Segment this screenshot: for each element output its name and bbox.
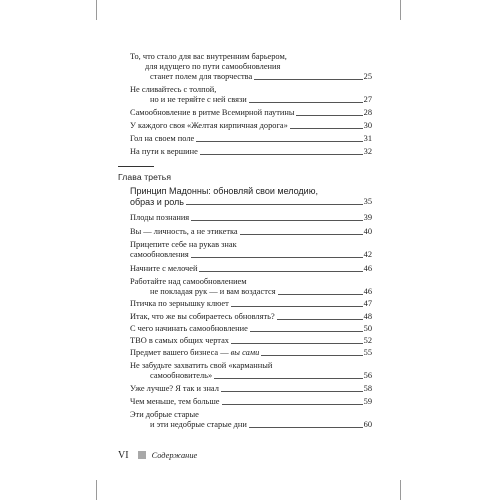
toc-entry-title: Гол на своем поле <box>130 134 195 143</box>
toc-entry-line: для идущего по пути самообновления <box>145 62 281 71</box>
toc-entry-title: Уже лучше? Я так и знал <box>130 384 219 393</box>
toc-page-number: 39 <box>363 213 372 222</box>
toc-entry-title: Предмет вашего бизнеса — вы сами <box>130 348 260 357</box>
toc-entry-title: Птичка по зернышку клюет <box>130 299 229 308</box>
chapter-label: Глава третья <box>118 172 172 182</box>
toc-entry-last-line <box>130 250 372 260</box>
toc-entry-last-line <box>130 121 372 131</box>
toc-entry-title: Чем меньше, тем больше <box>130 397 220 406</box>
toc-entry-line: Не забудьте захватить свой «карманный <box>130 361 273 370</box>
toc-leader <box>191 219 362 221</box>
toc-page-number: 42 <box>363 250 372 259</box>
toc-leader <box>278 293 363 295</box>
toc-entry-title: У каждого своя «Желтая кирпичная дорога» <box>130 121 288 130</box>
toc-entry-title: На пути к вершине <box>130 147 198 156</box>
toc-entry-last-line <box>150 287 372 297</box>
toc-entry-last-line <box>130 299 372 309</box>
page-folio: VI <box>118 449 129 461</box>
toc-leader <box>277 318 363 320</box>
toc-leader <box>222 403 363 405</box>
toc-entry-title: самообновления <box>130 250 189 259</box>
toc-entry-last-line <box>130 348 372 358</box>
toc-entry-last-line <box>130 108 372 118</box>
footer-section-title: Содержание <box>151 450 198 460</box>
toc-entry-title: самообновитель» <box>150 371 213 380</box>
toc-page-number: 55 <box>363 348 372 357</box>
toc-page-number: 59 <box>363 397 372 406</box>
toc-entry-last-line <box>130 324 372 334</box>
toc-entry-title: но и не теряйте с ней связи <box>150 95 247 104</box>
toc-entry-title: не покладая рук — и вам воздастся <box>150 287 276 296</box>
toc-leader <box>199 270 362 272</box>
toc-leader <box>231 305 363 307</box>
toc-page-number: 50 <box>363 324 372 333</box>
toc-page-number: 48 <box>363 312 372 321</box>
emphasis-text: вы сами <box>230 348 260 357</box>
page-footer <box>118 449 197 461</box>
toc-leader <box>296 114 362 116</box>
toc-entry-last-line <box>130 384 372 394</box>
toc-entry-last-line <box>150 95 372 105</box>
toc-leader <box>196 140 362 142</box>
toc-page-number: 52 <box>363 336 372 345</box>
toc-page-number: 27 <box>363 95 372 104</box>
footer-square-ornament <box>138 451 146 459</box>
toc-leader <box>231 342 363 344</box>
chapter-title-line: Принцип Мадонны: обновляй свои мелодию, <box>130 186 318 196</box>
toc-entry-last-line <box>130 134 372 144</box>
toc-page-number: 31 <box>363 134 372 143</box>
crop-mark-top-left <box>96 0 97 20</box>
toc-page-number: 58 <box>363 384 372 393</box>
toc-entry-title: ТВО в самых общих чертах <box>130 336 229 345</box>
toc-entry-title: Итак, что же вы собираетесь обновлять? <box>130 312 275 321</box>
toc-entry-title: станет полем для творчества <box>150 72 253 81</box>
toc-entry-line: Эти добрые старые <box>130 410 199 419</box>
toc-entry-last-line <box>130 397 372 407</box>
toc-entry-last-line <box>130 264 372 274</box>
toc-leader <box>240 233 363 235</box>
toc-entry-title: Вы — личность, а не этикетка <box>130 227 238 236</box>
toc-page-number: 25 <box>363 72 372 81</box>
toc-entry-title: Самообновление в ритме Всемирной паутины <box>130 108 295 117</box>
toc-leader <box>250 330 363 332</box>
toc-entry-line: Прицепите себе на рукав знак <box>130 240 237 249</box>
toc-entry-title: и эти недобрые старые дни <box>150 420 247 429</box>
toc-entry-title: С чего начинать самообновление <box>130 324 248 333</box>
toc-leader <box>254 78 362 80</box>
chapter-title-last-line <box>130 197 372 207</box>
toc-leader <box>191 256 363 258</box>
toc-page-number: 40 <box>363 227 372 236</box>
toc-leader <box>290 127 363 129</box>
toc-page-number: 32 <box>363 147 372 156</box>
toc-entry-title: Начните с мелочей <box>130 264 198 273</box>
toc-entry-line: Работайте над самообновлением <box>130 277 247 286</box>
toc-leader <box>214 377 362 379</box>
toc-entry-last-line <box>130 312 372 322</box>
toc-page-number: 28 <box>363 108 372 117</box>
toc-leader <box>186 203 363 205</box>
toc-page-number: 46 <box>363 264 372 273</box>
toc-entry-line: Не сливайтесь с толпой, <box>130 85 217 94</box>
toc-page-number: 30 <box>363 121 372 130</box>
toc-entry-last-line <box>150 72 372 82</box>
toc-entry-last-line <box>130 213 372 223</box>
crop-mark-bottom-right <box>400 480 401 500</box>
toc-leader <box>249 101 363 103</box>
toc-page-number: 35 <box>363 197 372 206</box>
toc-entry-last-line <box>150 420 372 430</box>
toc-page-number: 47 <box>363 299 372 308</box>
chapter-title-text: образ и роль <box>130 197 184 207</box>
toc-entry-title: Плоды познания <box>130 213 190 222</box>
toc-entry-last-line <box>150 371 372 381</box>
toc-page-number: 46 <box>363 287 372 296</box>
toc-leader <box>200 153 363 155</box>
toc-page-number: 60 <box>363 420 372 429</box>
toc-leader <box>221 390 363 392</box>
chapter-rule <box>118 166 154 167</box>
toc-leader <box>261 354 362 356</box>
toc-entry-last-line <box>130 147 372 157</box>
crop-mark-top-right <box>400 0 401 20</box>
toc-entry-last-line <box>130 336 372 346</box>
toc-leader <box>249 426 363 428</box>
toc-page-number: 56 <box>363 371 372 380</box>
crop-mark-bottom-left <box>96 480 97 500</box>
toc-entry-line: То, что стало для вас внутренним барьером, <box>130 52 287 61</box>
toc-entry-last-line <box>130 227 372 237</box>
